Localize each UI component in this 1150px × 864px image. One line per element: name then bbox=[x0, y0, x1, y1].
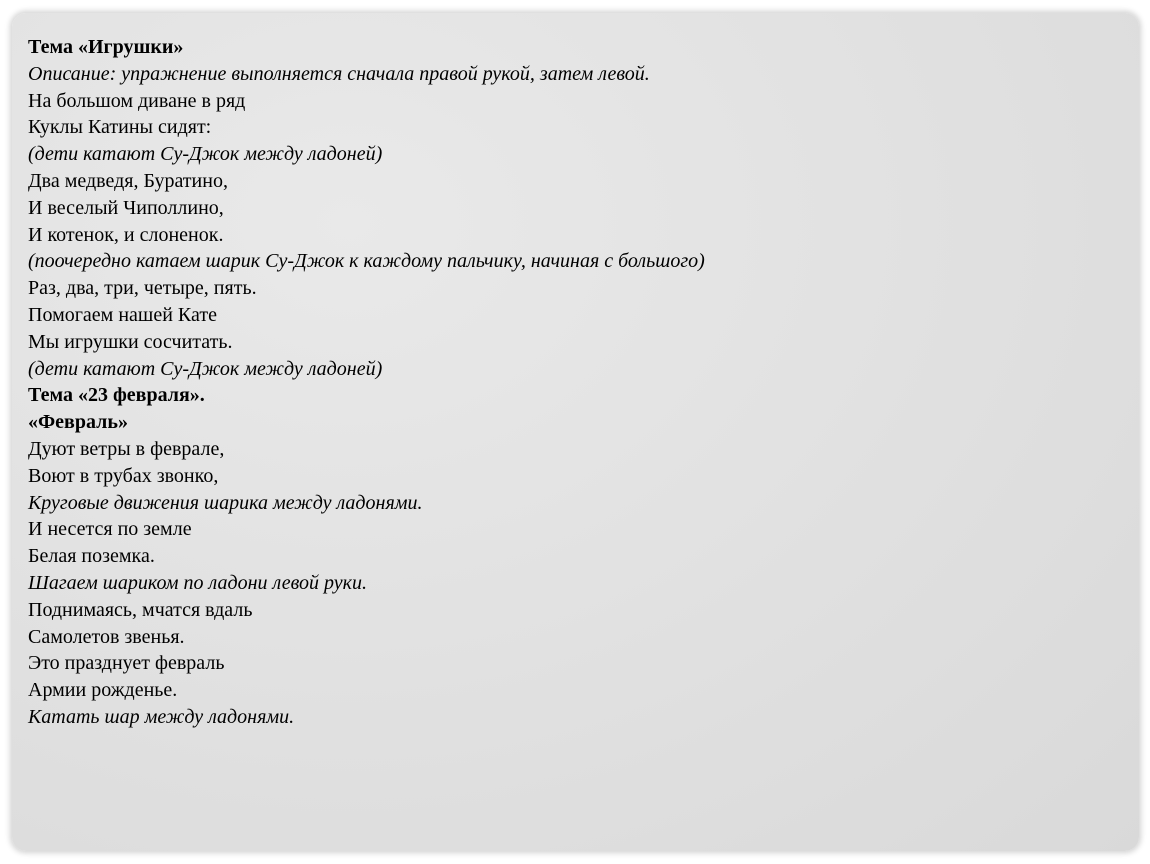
verse-line: Куклы Катины сидят: bbox=[28, 116, 212, 139]
description-line: Описание: упражнение выполняется сначала правой рукой, затем левой. bbox=[28, 62, 650, 85]
instruction-line: Круговые движения шарика между ладонями. bbox=[28, 491, 423, 514]
topic-heading-feb23: Тема «23 февраля». bbox=[28, 384, 205, 407]
verse-line: И котенок, и слоненок. bbox=[28, 223, 224, 246]
poem-title-february: «Февраль» bbox=[28, 411, 128, 434]
verse-line: Помогаем нашей Кате bbox=[28, 303, 217, 326]
verse-line: Это празднует февраль bbox=[28, 652, 225, 675]
instruction-line: Шагаем шариком по ладони левой руки. bbox=[28, 571, 367, 594]
verse-line: Дуют ветры в феврале, bbox=[28, 437, 225, 460]
verse-line: Поднимаясь, мчатся вдаль bbox=[28, 598, 253, 621]
topic-heading-toys: Тема «Игрушки» bbox=[28, 36, 184, 58]
instruction-line: (дети катают Су-Джок между ладоней) bbox=[28, 357, 383, 380]
verse-line: И веселый Чиполлино, bbox=[28, 196, 224, 219]
verse-line: Раз, два, три, четыре, пять. bbox=[28, 277, 257, 300]
verse-line: Два медведя, Буратино, bbox=[28, 169, 228, 192]
verse-line: Мы игрушки сосчитать. bbox=[28, 330, 233, 353]
verse-line: И несется по земле bbox=[28, 518, 192, 541]
verse-line: Самолетов звенья. bbox=[28, 625, 185, 648]
verse-line: На большом диване в ряд bbox=[28, 89, 246, 112]
instruction-line: (поочередно катаем шарик Су-Джок к каждому пальчику, начиная с большого) bbox=[28, 250, 705, 273]
verse-line: Белая поземка. bbox=[28, 545, 155, 568]
instruction-line: (дети катают Су-Джок между ладоней) bbox=[28, 143, 383, 166]
text-content bbox=[28, 34, 1118, 731]
instruction-line: Катать шар между ладонями. bbox=[28, 705, 295, 728]
verse-line: Воют в трубах звонко, bbox=[28, 464, 219, 487]
verse-line: Армии рожденье. bbox=[28, 679, 178, 702]
slide-panel bbox=[12, 13, 1139, 851]
